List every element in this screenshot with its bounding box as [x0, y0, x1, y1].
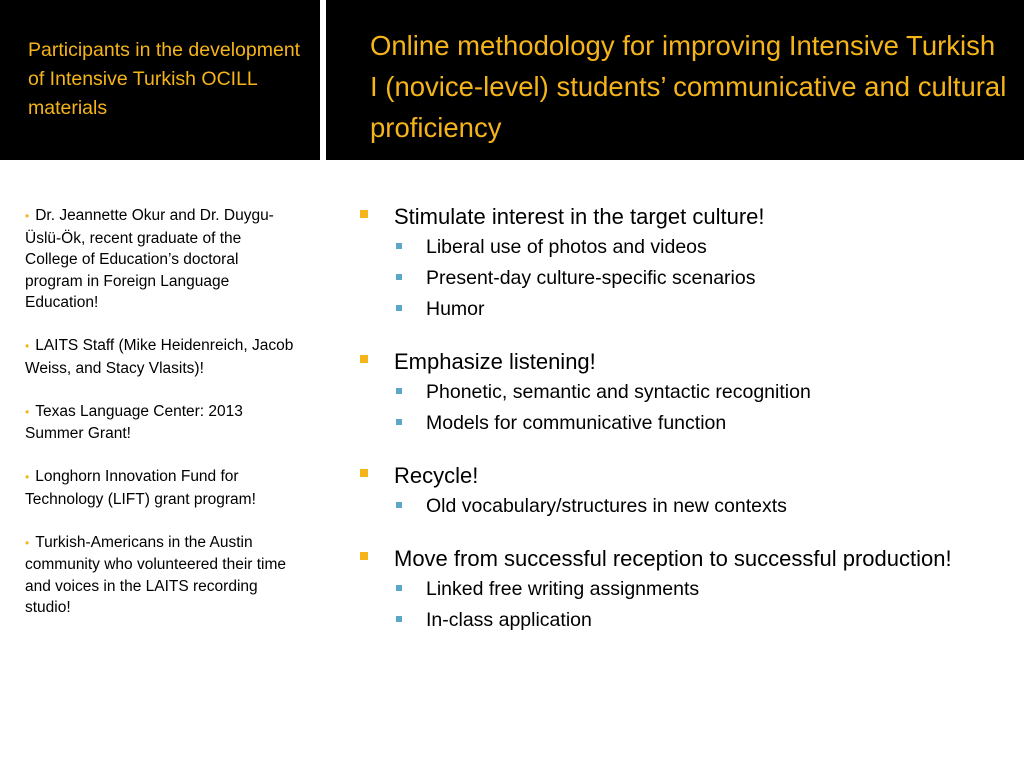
square-bullet-icon — [396, 502, 402, 508]
methodology-list — [358, 203, 968, 659]
credit-item — [25, 532, 295, 619]
square-bullet-icon — [396, 616, 402, 622]
point-text: Stimulate interest in the target culture! — [394, 204, 765, 229]
method-point — [358, 348, 968, 437]
sub-point-text: Linked free writing assignments — [426, 578, 700, 600]
bullet-icon: • — [25, 209, 30, 223]
point-text: Emphasize listening! — [394, 349, 596, 374]
square-bullet-icon — [360, 210, 368, 218]
square-bullet-icon — [360, 355, 368, 363]
square-bullet-icon — [360, 469, 368, 477]
sub-point — [358, 410, 968, 437]
sub-point — [358, 234, 968, 261]
square-bullet-icon — [396, 243, 402, 249]
square-bullet-icon — [396, 388, 402, 394]
sub-point — [358, 607, 968, 634]
sub-point — [358, 265, 968, 292]
method-point — [358, 462, 968, 520]
point-text: Recycle! — [394, 463, 479, 488]
credit-text: Turkish-Americans in the Austin community who volunteered their time and voices in the LAITS recording studio! — [25, 533, 287, 616]
credit-text: Longhorn Innovation Fund for Technology (LIFT) grant program! — [25, 468, 256, 508]
sub-point-text: Liberal use of photos and videos — [426, 236, 707, 258]
credit-item — [25, 466, 295, 510]
sub-point-text: Models for communicative function — [426, 412, 727, 434]
credit-text: LAITS Staff (Mike Heidenreich, Jacob Weiss, and Stacy Vlasits)! — [25, 337, 294, 377]
point-row — [358, 462, 968, 489]
credit-item — [25, 401, 295, 445]
bullet-icon: • — [25, 535, 30, 550]
sub-point-text: Phonetic, semantic and syntactic recognition — [426, 381, 811, 403]
left-panel-title: Participants in the development of Intensive Turkish OCILL materials — [28, 39, 301, 119]
bullet-icon: • — [25, 470, 30, 484]
point-text: Move from successful reception to successful production! — [394, 546, 952, 571]
credits-list — [25, 205, 295, 640]
bullet-icon: • — [25, 404, 30, 419]
sub-point — [358, 379, 968, 406]
sub-point — [358, 576, 968, 603]
square-bullet-icon — [396, 419, 402, 425]
square-bullet-icon — [396, 585, 402, 591]
sub-point-text: Present-day culture-specific scenarios — [426, 267, 756, 289]
sub-point — [358, 296, 968, 323]
sub-point-text: In-class application — [426, 609, 592, 631]
credit-item — [25, 205, 295, 314]
credit-item — [25, 335, 295, 379]
point-row — [358, 545, 968, 572]
sub-point — [358, 493, 968, 520]
point-row — [358, 348, 968, 375]
credit-text: Dr. Jeannette Okur and Dr. Duygu-Üslü-Ök, recent graduate of the College of Education’s doctoral program in Foreign Language Education! — [25, 207, 274, 311]
slide-title: Online methodology for improving Intensive Turkish I (novice-level) students’ communicative and cultural proficiency — [370, 30, 1007, 143]
square-bullet-icon — [360, 552, 368, 560]
method-point — [358, 203, 968, 323]
credit-text: Texas Language Center: 2013 Summer Grant! — [25, 402, 243, 442]
square-bullet-icon — [396, 274, 402, 280]
sub-point-text: Humor — [426, 298, 485, 320]
point-row — [358, 203, 968, 230]
sub-point-text: Old vocabulary/structures in new contexts — [426, 495, 787, 517]
bullet-icon: • — [25, 339, 30, 353]
square-bullet-icon — [396, 305, 402, 311]
method-point — [358, 545, 968, 634]
